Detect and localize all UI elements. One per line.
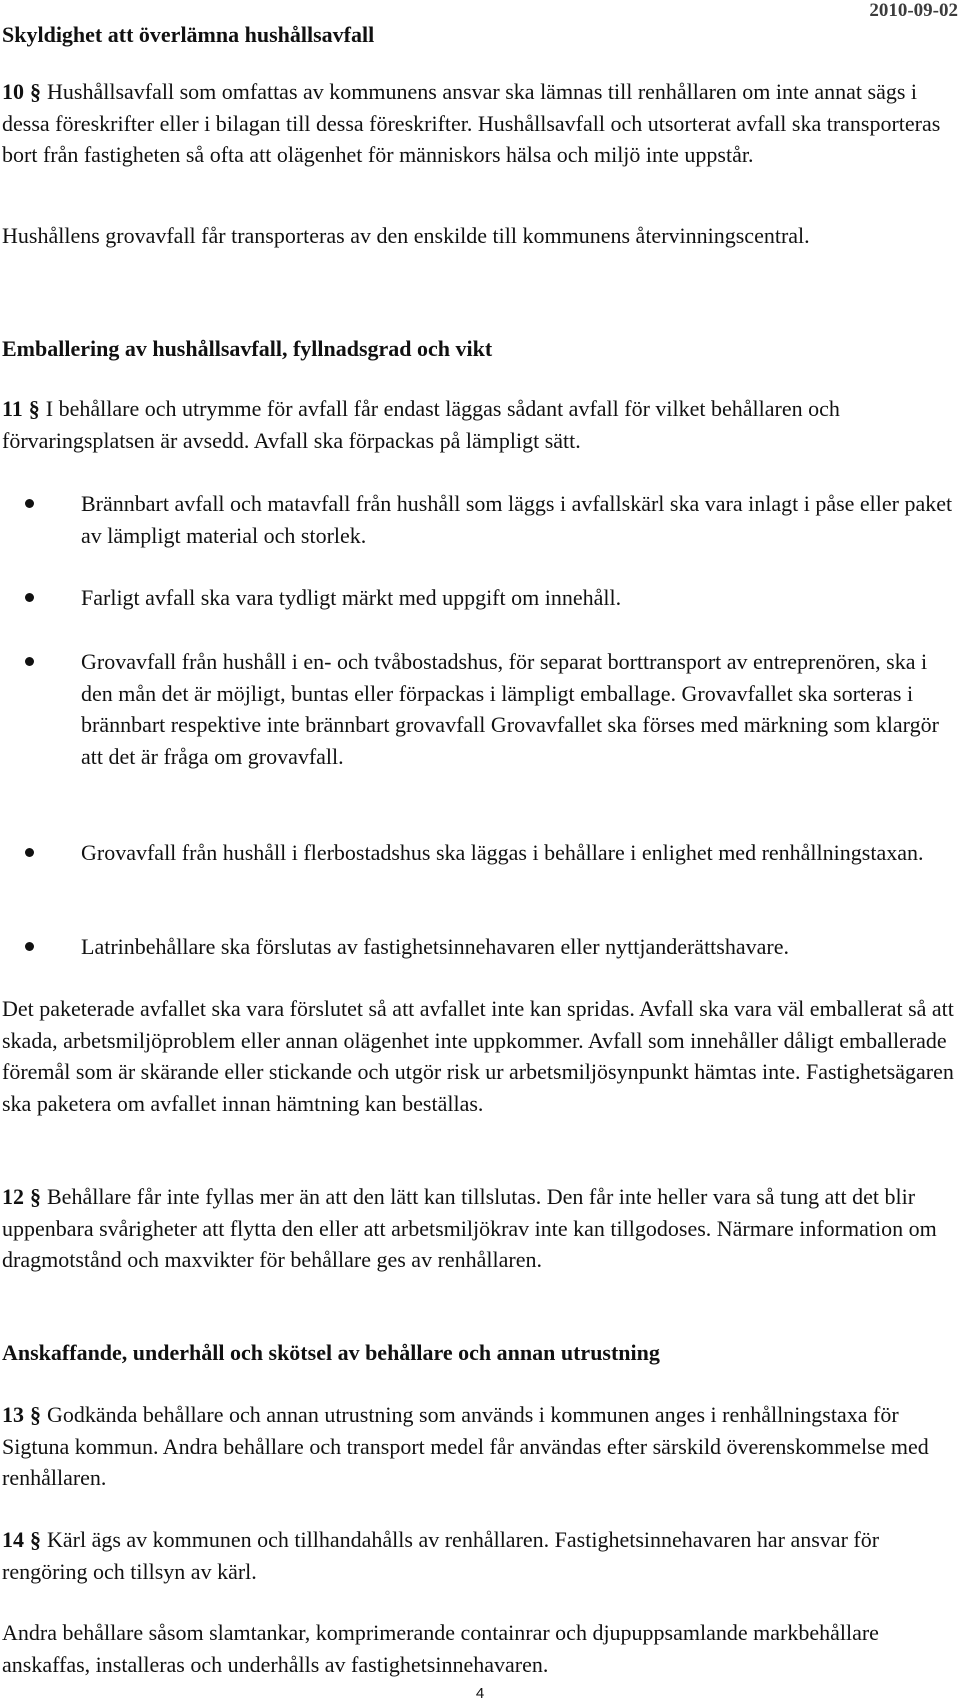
list-item-text: Grovavfall från hushåll i en- och tvåbostadshus, för separat borttransport av entreprenören, ska i den mån det är möjligt, buntas eller förpackas i lämpligt emballage. Grovavfallet ska sorteras i brännbart respektive inte brännbart grovavfall Grovavfallet ska förses med märkning som klargör att det är fråga om grovavfall. bbox=[81, 649, 939, 769]
section-sign: § bbox=[30, 1402, 41, 1427]
section-text: Kärl ägs av kommunen och tillhandahålls av renhållaren. Fastighetsinnehavaren har ansvar för rengöring och tillsyn av kärl. bbox=[2, 1527, 880, 1584]
section-heading-packaging: Emballering av hushållsavfall, fyllnadsgrad och vikt bbox=[2, 336, 493, 361]
paragraph-section-14 bbox=[2, 1524, 957, 1587]
section-number: 10 bbox=[2, 79, 24, 104]
bullet-icon bbox=[25, 848, 34, 857]
paragraph-section-12 bbox=[2, 1181, 957, 1276]
section-text: Behållare får inte fyllas mer än att den lätt kan tillslutas. Den får inte heller vara så tung att det blir uppenbara svårigheter att flytta den eller att arbetsmiljökrav inte kan tillgodoses. Närmare information om dragmotstånd och maxvikter för behållare ges av renhållaren. bbox=[2, 1184, 937, 1272]
section-sign: § bbox=[30, 1184, 41, 1209]
section-heading-obligation: Skyldighet att överlämna hushållsavfall bbox=[2, 22, 375, 47]
section-text: Hushållsavfall som omfattas av kommunens ansvar ska lämnas till renhållaren om inte annat sägs i dessa föreskrifter eller i bilagan till dessa föreskrifter. Hushållsavfall och utsorterat avfall ska transporteras bort från fastigheten så ofta att olägenhet för människors hälsa och miljö inte uppstår. bbox=[2, 79, 941, 167]
section-number: 11 bbox=[2, 396, 23, 421]
list-item-text: Grovavfall från hushåll i flerbostadshus ska läggas i behållare i enlighet med renhållningstaxan. bbox=[81, 840, 924, 865]
section-heading-containers: Anskaffande, underhåll och skötsel av behållare och annan utrustning bbox=[2, 1340, 660, 1365]
document-date: 2010-09-02 bbox=[869, 0, 958, 21]
paragraph-section-11-after: Det paketerade avfallet ska vara förslutet så att avfallet inte kan spridas. Avfall ska vara väl emballerat så att skada, arbetsmiljöproblem eller annan olägenhet inte uppkommer. Avfall som innehåller dåligt emballerade föremål som är skärande eller stickande och utgör risk ur arbetsmiljösynpunkt hämtas inte. Fastighetsägaren ska paketera om avfallet innan hämtning kan beställas. bbox=[2, 996, 954, 1116]
section-number: 14 bbox=[2, 1527, 24, 1552]
section-number: 13 bbox=[2, 1402, 24, 1427]
section-text: I behållare och utrymme för avfall får endast läggas sådant avfall för vilket behållaren och förvaringsplatsen är avsedd. Avfall ska förpackas på lämpligt sätt. bbox=[2, 396, 840, 453]
bullet-icon bbox=[25, 499, 34, 508]
paragraph-section-13 bbox=[2, 1399, 957, 1494]
bullet-icon bbox=[25, 942, 34, 951]
section-sign: § bbox=[30, 79, 41, 104]
paragraph-section-10-extra: Hushållens grovavfall får transporteras av den enskilde till kommunens återvinningscentral. bbox=[2, 223, 810, 248]
section-number: 12 bbox=[2, 1184, 24, 1209]
section-sign: § bbox=[30, 1527, 41, 1552]
section-text: Godkända behållare och annan utrustning som används i kommunen anges i renhållningstaxa för Sigtuna kommun. Andra behållare och transport medel får användas efter särskild överenskommelse med renhållaren. bbox=[2, 1402, 929, 1490]
bullet-icon bbox=[25, 657, 34, 666]
paragraph-section-10 bbox=[2, 76, 957, 171]
list-item-text: Farligt avfall ska vara tydligt märkt med uppgift om innehåll. bbox=[81, 585, 622, 610]
paragraph-section-14-extra: Andra behållare såsom slamtankar, komprimerande containrar och djupuppsamlande markbehållare anskaffas, installeras och underhålls av fastighetsinnehavaren. bbox=[2, 1620, 879, 1677]
paragraph-section-11 bbox=[2, 393, 957, 456]
list-item-text: Brännbart avfall och matavfall från hushåll som läggs i avfallskärl ska vara inlagt i påse eller paket av lämpligt material och storlek. bbox=[81, 491, 953, 548]
page-number: 4 bbox=[475, 1685, 485, 1702]
bullet-icon bbox=[25, 593, 34, 602]
section-sign: § bbox=[28, 396, 40, 421]
list-item-text: Latrinbehållare ska förslutas av fastighetsinnehavaren eller nyttjanderättshavare. bbox=[81, 934, 789, 959]
